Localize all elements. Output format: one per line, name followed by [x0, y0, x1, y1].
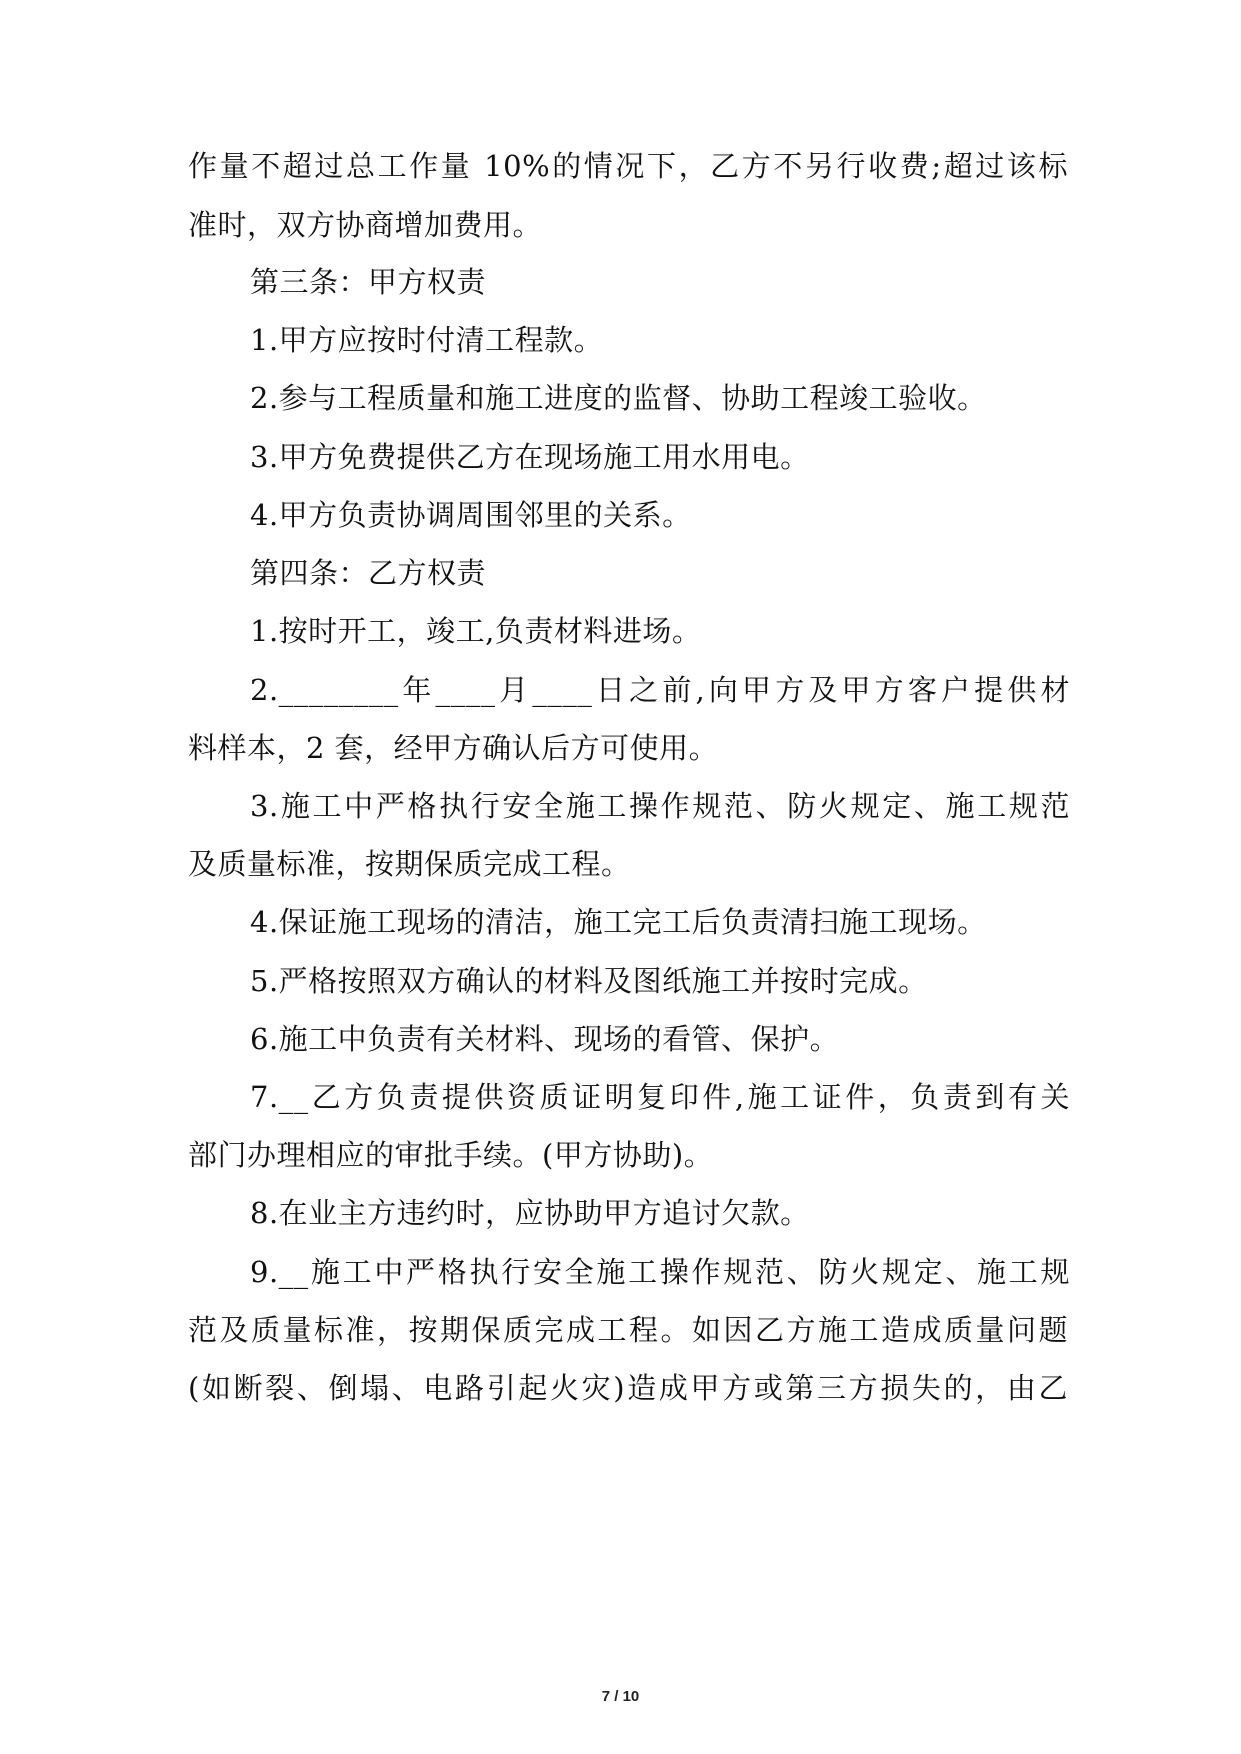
list-item: 7.__乙方负责提供资质证明复印件,施工证件，负责到有关: [250, 1080, 1070, 1114]
list-item: 1.按时开工，竣工,负责材料进场。: [250, 614, 702, 648]
paragraph-line: (如断裂、倒塌、电路引起火灾)造成甲方或第三方损失的，由乙: [188, 1371, 1068, 1405]
page-number: 7 / 10: [601, 1688, 640, 1705]
list-item: 2.参与工程质量和施工进度的监督、协助工程竣工验收。: [250, 381, 987, 415]
paragraph-line: 范及质量标准，按期保质完成工程。如因乙方施工造成质量问题: [188, 1313, 1068, 1347]
list-item: 1.甲方应按时付清工程款。: [250, 323, 604, 357]
paragraph-line: 料样本，2 套，经甲方确认后方可使用。: [188, 731, 719, 765]
section-heading-article-3: 第三条：甲方权责: [250, 265, 487, 299]
list-item: 4.保证施工现场的清洁，施工完工后负责清扫施工现场。: [250, 905, 987, 939]
section-heading-article-4: 第四条：乙方权责: [250, 556, 487, 590]
list-item: 3.甲方免费提供乙方在现场施工用水用电。: [250, 440, 810, 474]
list-item: 5.严格按照双方确认的材料及图纸施工并按时完成。: [250, 964, 928, 998]
list-item: 9.__施工中严格执行安全施工操作规范、防火规定、施工规: [250, 1255, 1070, 1289]
paragraph-line: 准时，双方协商增加费用。: [188, 208, 543, 242]
list-item: 3.施工中严格执行安全施工操作规范、防火规定、施工规范: [250, 789, 1070, 823]
paragraph-line: 及质量标准，按期保质完成工程。: [188, 847, 631, 881]
list-item: 8.在业主方违约时，应协助甲方追讨欠款。: [250, 1196, 810, 1230]
paragraph-line: 作量不超过总工作量 10%的情况下，乙方不另行收费;超过该标: [188, 149, 1068, 183]
list-item: 4.甲方负责协调周围邻里的关系。: [250, 498, 692, 532]
paragraph-line: 部门办理相应的审批手续。(甲方协助)。: [188, 1138, 714, 1172]
list-item: 2.________年____月____日之前,向甲方及甲方客户提供材: [250, 673, 1070, 707]
list-item: 6.施工中负责有关材料、现场的看管、保护。: [250, 1022, 840, 1056]
